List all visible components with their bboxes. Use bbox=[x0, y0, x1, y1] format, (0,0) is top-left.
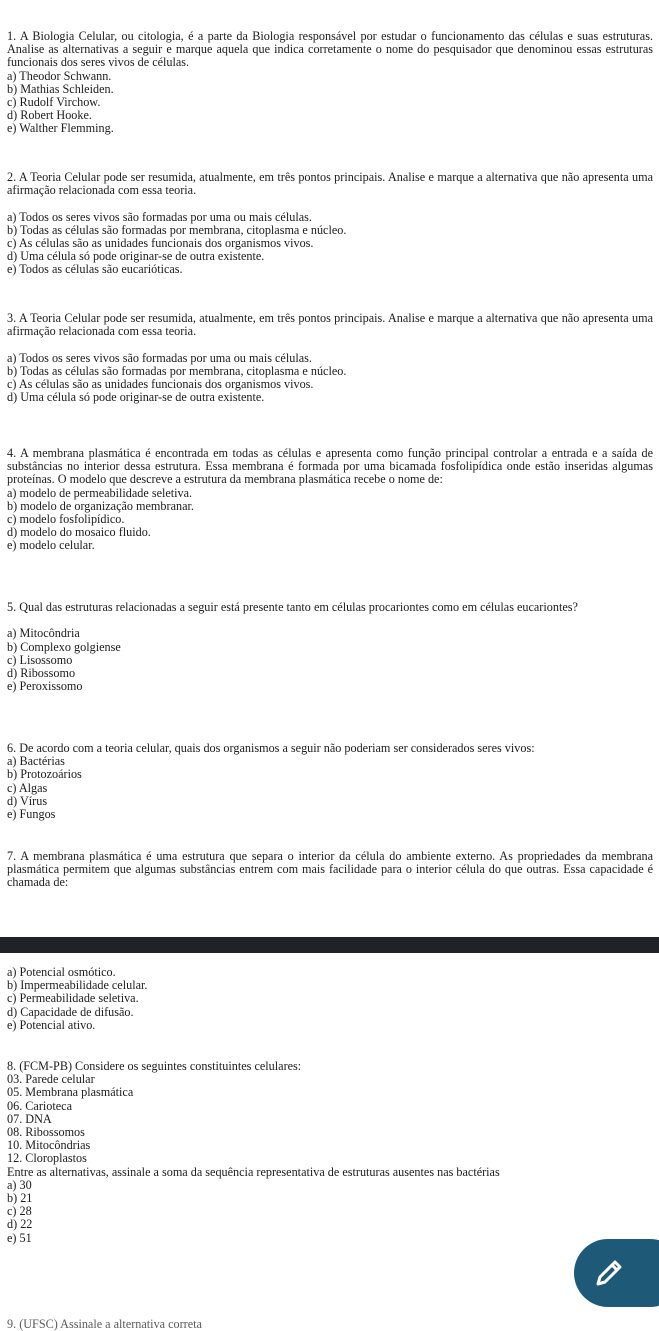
option-a: a) Bactérias bbox=[7, 754, 65, 769]
question-text: 4. A membrana plasmática é encontrada em todas as células e apresenta como função principal controlar a entrada e a saída de substâncias no interior dessa estrutura. Essa membrana é formada por uma bicamada fosfolipídica onde estão inseridas algumas proteínas. O modelo que descreve a estrutura da membrana plasmática recebe o nome de: bbox=[7, 446, 653, 487]
option-b: b) Mathias Schleiden. bbox=[7, 81, 114, 96]
question-4 bbox=[7, 447, 653, 553]
option-a: a) 30 bbox=[7, 1177, 32, 1192]
option-a: a) Todos os seres vivos são formadas por uma ou mais células. bbox=[7, 350, 312, 365]
option-a: a) Theodor Schwann. bbox=[7, 68, 112, 83]
option-e: e) Fungos bbox=[7, 807, 56, 822]
option-b: b) 21 bbox=[7, 1191, 33, 1206]
option-e: e) Walther Flemming. bbox=[7, 121, 114, 136]
option-c: c) Lisossomo bbox=[7, 652, 73, 667]
list-item: 12. Cloroplastos bbox=[7, 1151, 87, 1166]
option-d: d) modelo do mosaico fluido. bbox=[7, 525, 151, 540]
question-7-options bbox=[7, 966, 653, 1032]
question-8 bbox=[7, 1060, 653, 1245]
option-d: d) Capacidade de difusão. bbox=[7, 1004, 134, 1019]
list-item: 08. Ribossomos bbox=[7, 1125, 85, 1140]
option-b: b) modelo de organização membranar. bbox=[7, 498, 194, 513]
question-text: 6. De acordo com a teoria celular, quais dos organismos a seguir não poderiam ser considerados seres vivos: bbox=[7, 741, 535, 755]
option-b: b) Todas as células são formadas por membrana, citoplasma e núcleo. bbox=[7, 222, 347, 237]
option-d: d) Vírus bbox=[7, 793, 48, 808]
option-d: d) Robert Hooke. bbox=[7, 108, 92, 123]
list-item: 06. Carioteca bbox=[7, 1098, 72, 1113]
option-d: d) Ribossomo bbox=[7, 666, 76, 680]
option-c: c) Permeabilidade seletiva. bbox=[7, 991, 139, 1006]
option-a: a) Potencial osmótico. bbox=[7, 965, 116, 979]
option-e: e) 51 bbox=[7, 1230, 32, 1245]
question-text: 1. A Biologia Celular, ou citologia, é a parte da Biologia responsável por estudar o funcionamento das células e suas estruturas. Analise as alternativas a seguir e marque aquela que indica corretamente o nome do pesquisador que denominou essas estruturas funcionais dos seres vivos de células. bbox=[7, 29, 653, 70]
option-b: b) Todas as células são formadas por membrana, citoplasma e núcleo. bbox=[7, 363, 347, 378]
option-b: b) Impermeabilidade celular. bbox=[7, 978, 148, 993]
question-6 bbox=[7, 742, 653, 821]
question-text: 3. A Teoria Celular pode ser resumida, atualmente, em três pontos principais. Analise e marque a alternativa que não apresenta uma afirmação relacionada com essa teoria. bbox=[7, 311, 653, 339]
option-c: c) Rudolf Virchow. bbox=[7, 95, 101, 110]
option-e: e) Peroxissomo bbox=[7, 679, 83, 694]
option-c: c) As células são as unidades funcionais dos organismos vivos. bbox=[7, 377, 314, 391]
option-e: e) Todos as células são eucarióticas. bbox=[7, 262, 183, 277]
option-e: e) modelo celular. bbox=[7, 538, 95, 553]
option-c: c) 28 bbox=[7, 1204, 32, 1219]
list-item: 03. Parede celular bbox=[7, 1072, 95, 1087]
question-9-partial: 9. (UFSC) Assinale a alternativa correta bbox=[7, 1317, 202, 1331]
list-item: 07. DNA bbox=[7, 1111, 52, 1126]
list-item: 10. Mitocôndrias bbox=[7, 1138, 91, 1153]
option-d: d) Uma célula só pode originar-se de outra existente. bbox=[7, 390, 265, 405]
option-d: d) 22 bbox=[7, 1217, 33, 1232]
question-text: 7. A membrana plasmática é uma estrutura que separa o interior da célula do ambiente externo. As propriedades da membrana plasmática permitem que algumas substâncias entrem com mais facilidade para o interior célula do que outras. Essa capacidade é chamada de: bbox=[7, 849, 653, 890]
option-c: c) As células são as unidades funcionais dos organismos vivos. bbox=[7, 236, 314, 250]
option-b: b) Protozoários bbox=[7, 767, 82, 782]
page-divider bbox=[0, 937, 659, 953]
question-text: 5. Qual das estruturas relacionadas a seguir está presente tanto em células procariontes como em células eucariontes? bbox=[7, 600, 578, 614]
option-c: c) Algas bbox=[7, 780, 48, 795]
option-a: a) Mitocôndria bbox=[7, 626, 80, 641]
pencil-icon bbox=[591, 1255, 627, 1291]
option-a: a) modelo de permeabilidade seletiva. bbox=[7, 485, 193, 500]
option-a: a) Todos os seres vivos são formadas por uma ou mais células. bbox=[7, 209, 312, 224]
question-1 bbox=[7, 30, 653, 136]
question-2 bbox=[7, 171, 653, 277]
question-instruction: Entre as alternativas, assinale a soma da sequência representativa de estruturas ausentes nas bactérias bbox=[7, 1165, 500, 1179]
question-3 bbox=[7, 312, 653, 404]
option-d: d) Uma célula só pode originar-se de outra existente. bbox=[7, 249, 265, 264]
option-b: b) Complexo golgiense bbox=[7, 639, 121, 654]
option-c: c) modelo fosfolipídico. bbox=[7, 512, 125, 527]
question-7 bbox=[7, 850, 653, 890]
question-text: 2. A Teoria Celular pode ser resumida, atualmente, em três pontos principais. Analise e marque a alternativa que não apresenta uma afirmação relacionada com essa teoria. bbox=[7, 170, 653, 198]
list-item: 05. Membrana plasmática bbox=[7, 1085, 134, 1100]
question-text: 8. (FCM-PB) Considere os seguintes constituintes celulares: bbox=[7, 1059, 302, 1073]
option-e: e) Potencial ativo. bbox=[7, 1017, 96, 1032]
question-5 bbox=[7, 601, 653, 693]
edit-fab-button[interactable] bbox=[574, 1239, 659, 1307]
